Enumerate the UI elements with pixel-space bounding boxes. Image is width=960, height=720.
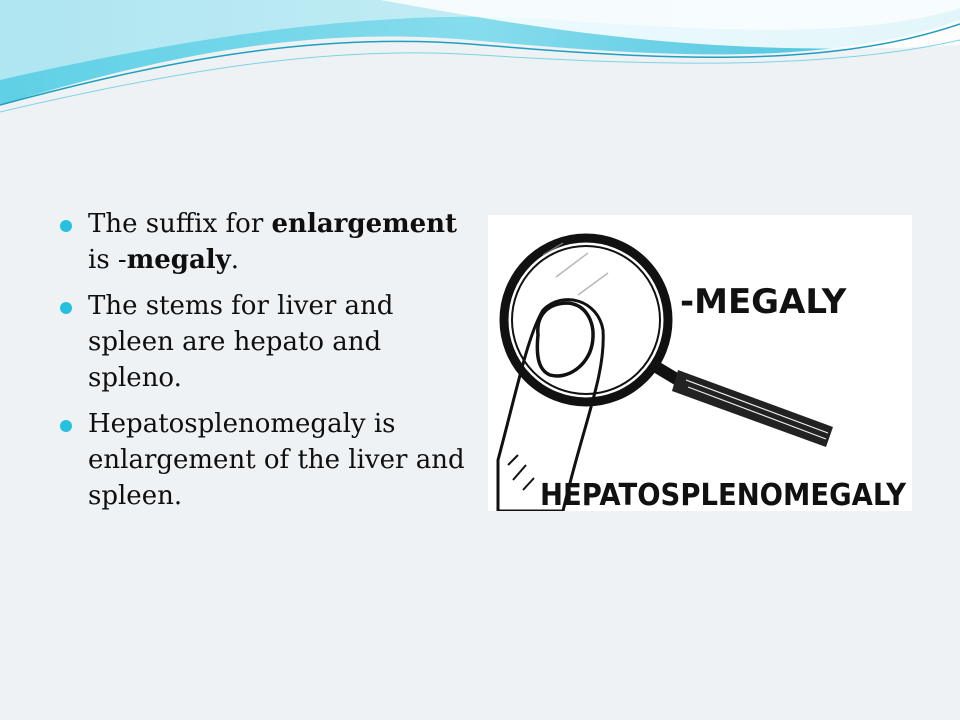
bullet-item bbox=[58, 206, 473, 278]
bold-term: megaly bbox=[126, 245, 231, 275]
top-wave-decoration bbox=[0, 0, 960, 120]
megaly-label: -MEGALY bbox=[680, 282, 847, 322]
bullet-item bbox=[58, 406, 473, 514]
magnifier-drawing bbox=[488, 215, 912, 511]
bold-term: enlargement bbox=[271, 209, 458, 239]
hepatosplenomegaly-label: HEPATOSPLENOMEGALY bbox=[540, 478, 908, 511]
magnifier-illustration bbox=[488, 215, 912, 511]
bullet-list bbox=[58, 206, 473, 524]
bullet-dot-icon bbox=[60, 220, 72, 232]
bullet-text: Hepatosplenomegaly is enlargement of the liver and spleen. bbox=[88, 409, 465, 511]
bullet-dot-icon bbox=[60, 420, 72, 432]
bullet-dot-icon bbox=[60, 302, 72, 314]
bullet-item bbox=[58, 288, 473, 396]
bullet-text: The stems for liver and spleen are hepato and spleno. bbox=[88, 291, 394, 393]
bullet-text: The suffix for enlargement is -megaly. bbox=[88, 209, 458, 275]
